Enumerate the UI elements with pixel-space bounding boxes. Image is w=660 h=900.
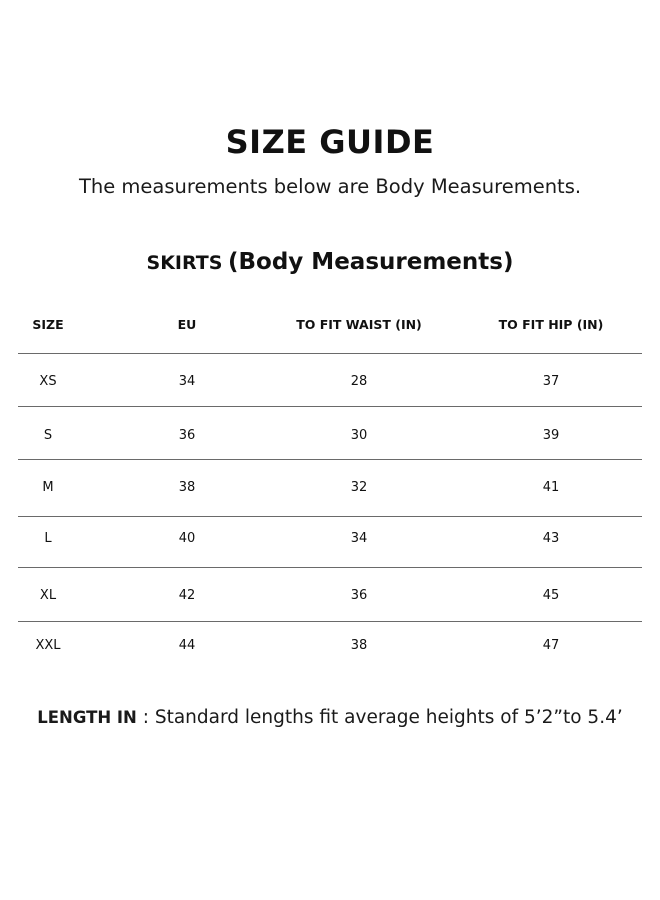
table-divider	[18, 621, 642, 622]
table-divider	[18, 567, 642, 568]
table-divider	[18, 406, 642, 407]
column-header: TO FIT HIP (IN)	[498, 317, 604, 332]
table-cell: 43	[542, 531, 560, 546]
table-divider	[18, 353, 642, 354]
table-cell: 47	[542, 638, 560, 653]
table-cell: XS	[39, 374, 57, 389]
table-divider	[18, 516, 642, 517]
column-header: EU	[177, 317, 197, 332]
table-cell: 38	[178, 480, 196, 495]
table-cell: 41	[542, 480, 560, 495]
page-subtitle: The measurements below are Body Measurements.	[78, 175, 582, 198]
length-note-text: Standard lengths fit average heights of 5’2”to 5.4’	[154, 707, 623, 728]
table-cell: 34	[350, 531, 368, 546]
table-cell: 32	[350, 480, 368, 495]
table-cell: 42	[178, 588, 196, 603]
column-header: TO FIT WAIST (IN)	[296, 317, 422, 332]
section-title-caps: SKIRTS	[146, 252, 223, 274]
table-cell: 36	[178, 428, 196, 443]
table-cell: 28	[350, 374, 368, 389]
table-cell: XL	[39, 588, 57, 603]
table-divider	[18, 459, 642, 460]
length-note-label: LENGTH IN	[37, 708, 137, 727]
table-cell: 37	[542, 374, 560, 389]
table-cell: L	[44, 531, 52, 546]
table-cell: 44	[178, 638, 196, 653]
section-title-rest: (Body Measurements)	[228, 249, 514, 275]
table-cell: 34	[178, 374, 196, 389]
table-cell: 38	[350, 638, 368, 653]
page-title: SIZE GUIDE	[225, 123, 435, 161]
table-cell: XXL	[35, 638, 61, 653]
length-note-separator: :	[136, 707, 155, 728]
table-cell: M	[42, 480, 54, 495]
column-header: SIZE	[32, 317, 64, 332]
length-note	[0, 706, 660, 730]
table-cell: 30	[350, 428, 368, 443]
section-title	[0, 246, 660, 280]
table-cell: S	[43, 428, 53, 443]
table-cell: 36	[350, 588, 368, 603]
table-cell: 45	[542, 588, 560, 603]
table-cell: 40	[178, 531, 196, 546]
table-cell: 39	[542, 428, 560, 443]
